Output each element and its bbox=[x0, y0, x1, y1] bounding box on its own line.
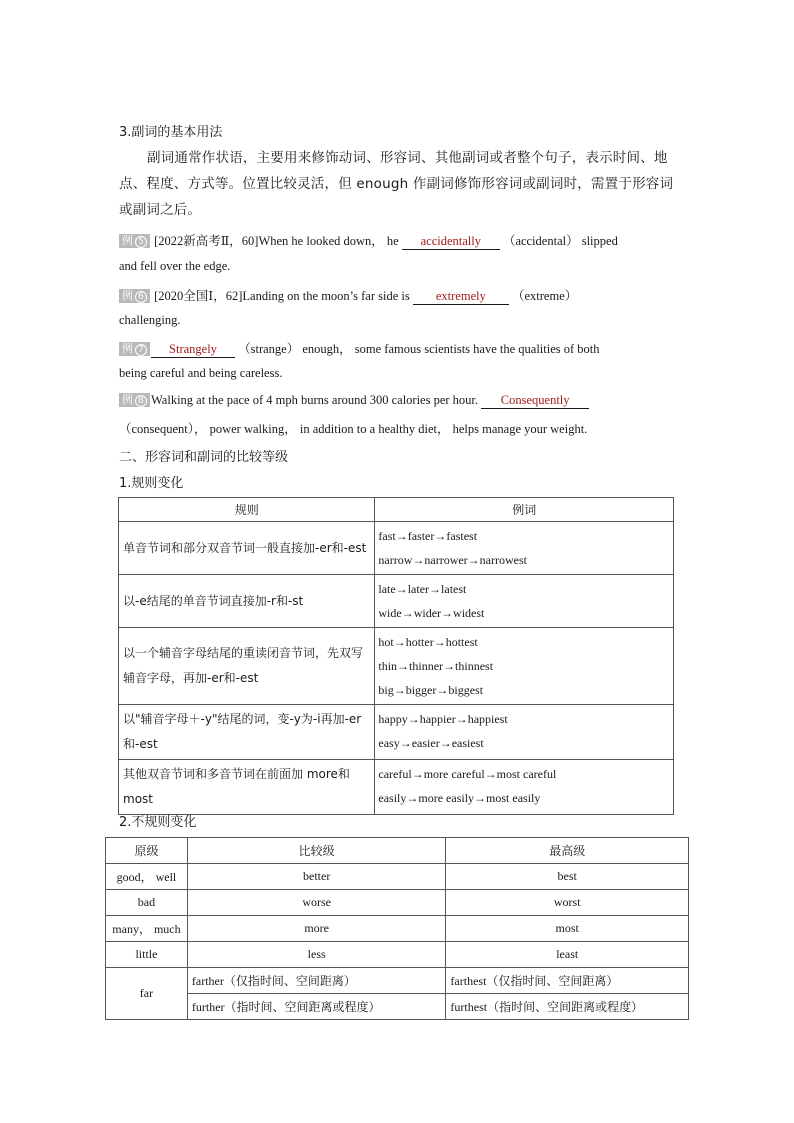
regular-change-heading: 1.规则变化 bbox=[119, 476, 184, 491]
examples-cell bbox=[375, 522, 674, 575]
example-7-answer-blank: Strangely bbox=[151, 342, 235, 358]
examples-cell bbox=[375, 575, 674, 628]
example-word: big→bigger→biggest bbox=[378, 683, 484, 697]
example-7-line-2: being careful and being careless. bbox=[119, 366, 283, 380]
example-6-answer-blank: extremely bbox=[413, 289, 509, 305]
comparative-form: worse bbox=[187, 890, 446, 916]
table-row bbox=[106, 890, 689, 916]
examples-cell bbox=[375, 760, 674, 815]
example-5-hint: （accidental） slipped bbox=[499, 234, 618, 248]
irregular-change-heading: 2.不规则变化 bbox=[119, 815, 197, 830]
example-tag: 例 8 bbox=[119, 393, 150, 407]
example-8-answer-blank: Consequently bbox=[481, 393, 589, 409]
example-6-line-2: challenging. bbox=[119, 313, 181, 327]
superlative-form: best bbox=[446, 864, 689, 890]
comparative-form: more bbox=[187, 916, 446, 942]
superlative-form: least bbox=[446, 942, 689, 968]
comparative-form: farther（仅指时间、空间距离） bbox=[187, 968, 446, 994]
table-row bbox=[106, 994, 689, 1020]
example-word: hot→hotter→hottest bbox=[378, 635, 478, 649]
rule-cell: 以"辅音字母＋-y"结尾的词，变-y为-i再加-er和-est bbox=[119, 705, 375, 760]
header-examples: 例词 bbox=[375, 498, 674, 522]
table-row bbox=[119, 575, 674, 628]
superlative-form: worst bbox=[446, 890, 689, 916]
comparative-form: further（指时间、空间距离或程度） bbox=[187, 994, 446, 1020]
example-5-line-1 bbox=[119, 231, 618, 250]
example-8-line-1 bbox=[119, 393, 589, 409]
example-tag: 例 7 bbox=[119, 342, 150, 356]
adverb-usage-paragraph: 副词通常作状语，主要用来修饰动词、形容词、其他副词或者整个句子，表示时间、地点、程度、方式等。位置比较灵活，但 enough 作副词修饰形容词或副词时，需置于形容词或副词之后。 bbox=[119, 150, 674, 218]
base-form: bad bbox=[106, 890, 188, 916]
example-8-line-2: （consequent）， power walking， in addition to a healthy diet， helps manage your weight. bbox=[119, 422, 588, 436]
irregular-change-table bbox=[105, 837, 689, 1020]
comparative-form: less bbox=[187, 942, 446, 968]
example-word: thin→thinner→thinnest bbox=[378, 659, 494, 673]
table-row bbox=[119, 760, 674, 815]
rule-cell: 其他双音节词和多音节词在前面加 more和 most bbox=[119, 760, 375, 815]
rule-cell: 单音节词和部分双音节词一般直接加-er和-est bbox=[119, 522, 375, 575]
table-header-row bbox=[119, 498, 674, 522]
example-6-text: [2020全国Ⅰ，62]Landing on the moon’s far side is bbox=[154, 289, 413, 303]
example-5-text: [2022新高考Ⅱ，60]When he looked down， he bbox=[154, 234, 402, 248]
example-tag: 例 6 bbox=[119, 289, 150, 303]
example-word: fast→faster→fastest bbox=[378, 529, 478, 543]
base-form: good， well bbox=[106, 864, 188, 890]
superlative-form: farthest（仅指时间、空间距离） bbox=[446, 968, 689, 994]
example-word: happy→happier→happiest bbox=[378, 712, 508, 726]
example-5-line-2: and fell over the edge. bbox=[119, 259, 231, 273]
example-8-text: Walking at the pace of 4 mph burns around 300 calories per hour. bbox=[151, 393, 482, 407]
comparative-form: better bbox=[187, 864, 446, 890]
example-word: careful→more careful→most careful bbox=[378, 767, 557, 781]
header-rule: 规则 bbox=[119, 498, 375, 522]
header-comparative: 比较级 bbox=[187, 838, 446, 864]
table-row bbox=[119, 522, 674, 575]
example-6-hint: （extreme） bbox=[508, 289, 578, 303]
base-form-far: far bbox=[106, 968, 188, 1020]
example-word: late→later→latest bbox=[378, 582, 467, 596]
example-5-answer-blank: accidentally bbox=[402, 234, 500, 250]
superlative-form: most bbox=[446, 916, 689, 942]
example-7-hint: （strange） enough， some famous scientists have the qualities of both bbox=[235, 342, 600, 356]
table-row bbox=[119, 628, 674, 705]
rule-cell: 以-e结尾的单音节词直接加-r和-st bbox=[119, 575, 375, 628]
example-7-line-1 bbox=[119, 339, 600, 358]
table-row bbox=[106, 968, 689, 994]
section-heading-adverb-usage: 3.副词的基本用法 bbox=[119, 125, 223, 140]
section-heading-comparison: 二、形容词和副词的比较等级 bbox=[119, 450, 289, 465]
header-base: 原级 bbox=[106, 838, 188, 864]
table-row bbox=[106, 864, 689, 890]
superlative-form: furthest（指时间、空间距离或程度） bbox=[446, 994, 689, 1020]
examples-cell bbox=[375, 705, 674, 760]
examples-cell bbox=[375, 628, 674, 705]
regular-change-table bbox=[118, 497, 674, 815]
table-header-row bbox=[106, 838, 689, 864]
example-6-line-1 bbox=[119, 286, 577, 305]
example-word: wide→wider→widest bbox=[378, 606, 485, 620]
table-row bbox=[106, 916, 689, 942]
header-superlative: 最高级 bbox=[446, 838, 689, 864]
example-tag: 例 5 bbox=[119, 234, 150, 248]
table-row bbox=[106, 942, 689, 968]
example-word: easy→easier→easiest bbox=[378, 736, 484, 750]
rule-cell: 以一个辅音字母结尾的重读闭音节词，先双写辅音字母，再加-er和-est bbox=[119, 628, 375, 705]
table-row bbox=[119, 705, 674, 760]
example-word: easily→more easily→most easily bbox=[378, 791, 541, 805]
example-word: narrow→narrower→narrowest bbox=[378, 553, 527, 567]
base-form: many， much bbox=[106, 916, 188, 942]
base-form: little bbox=[106, 942, 188, 968]
